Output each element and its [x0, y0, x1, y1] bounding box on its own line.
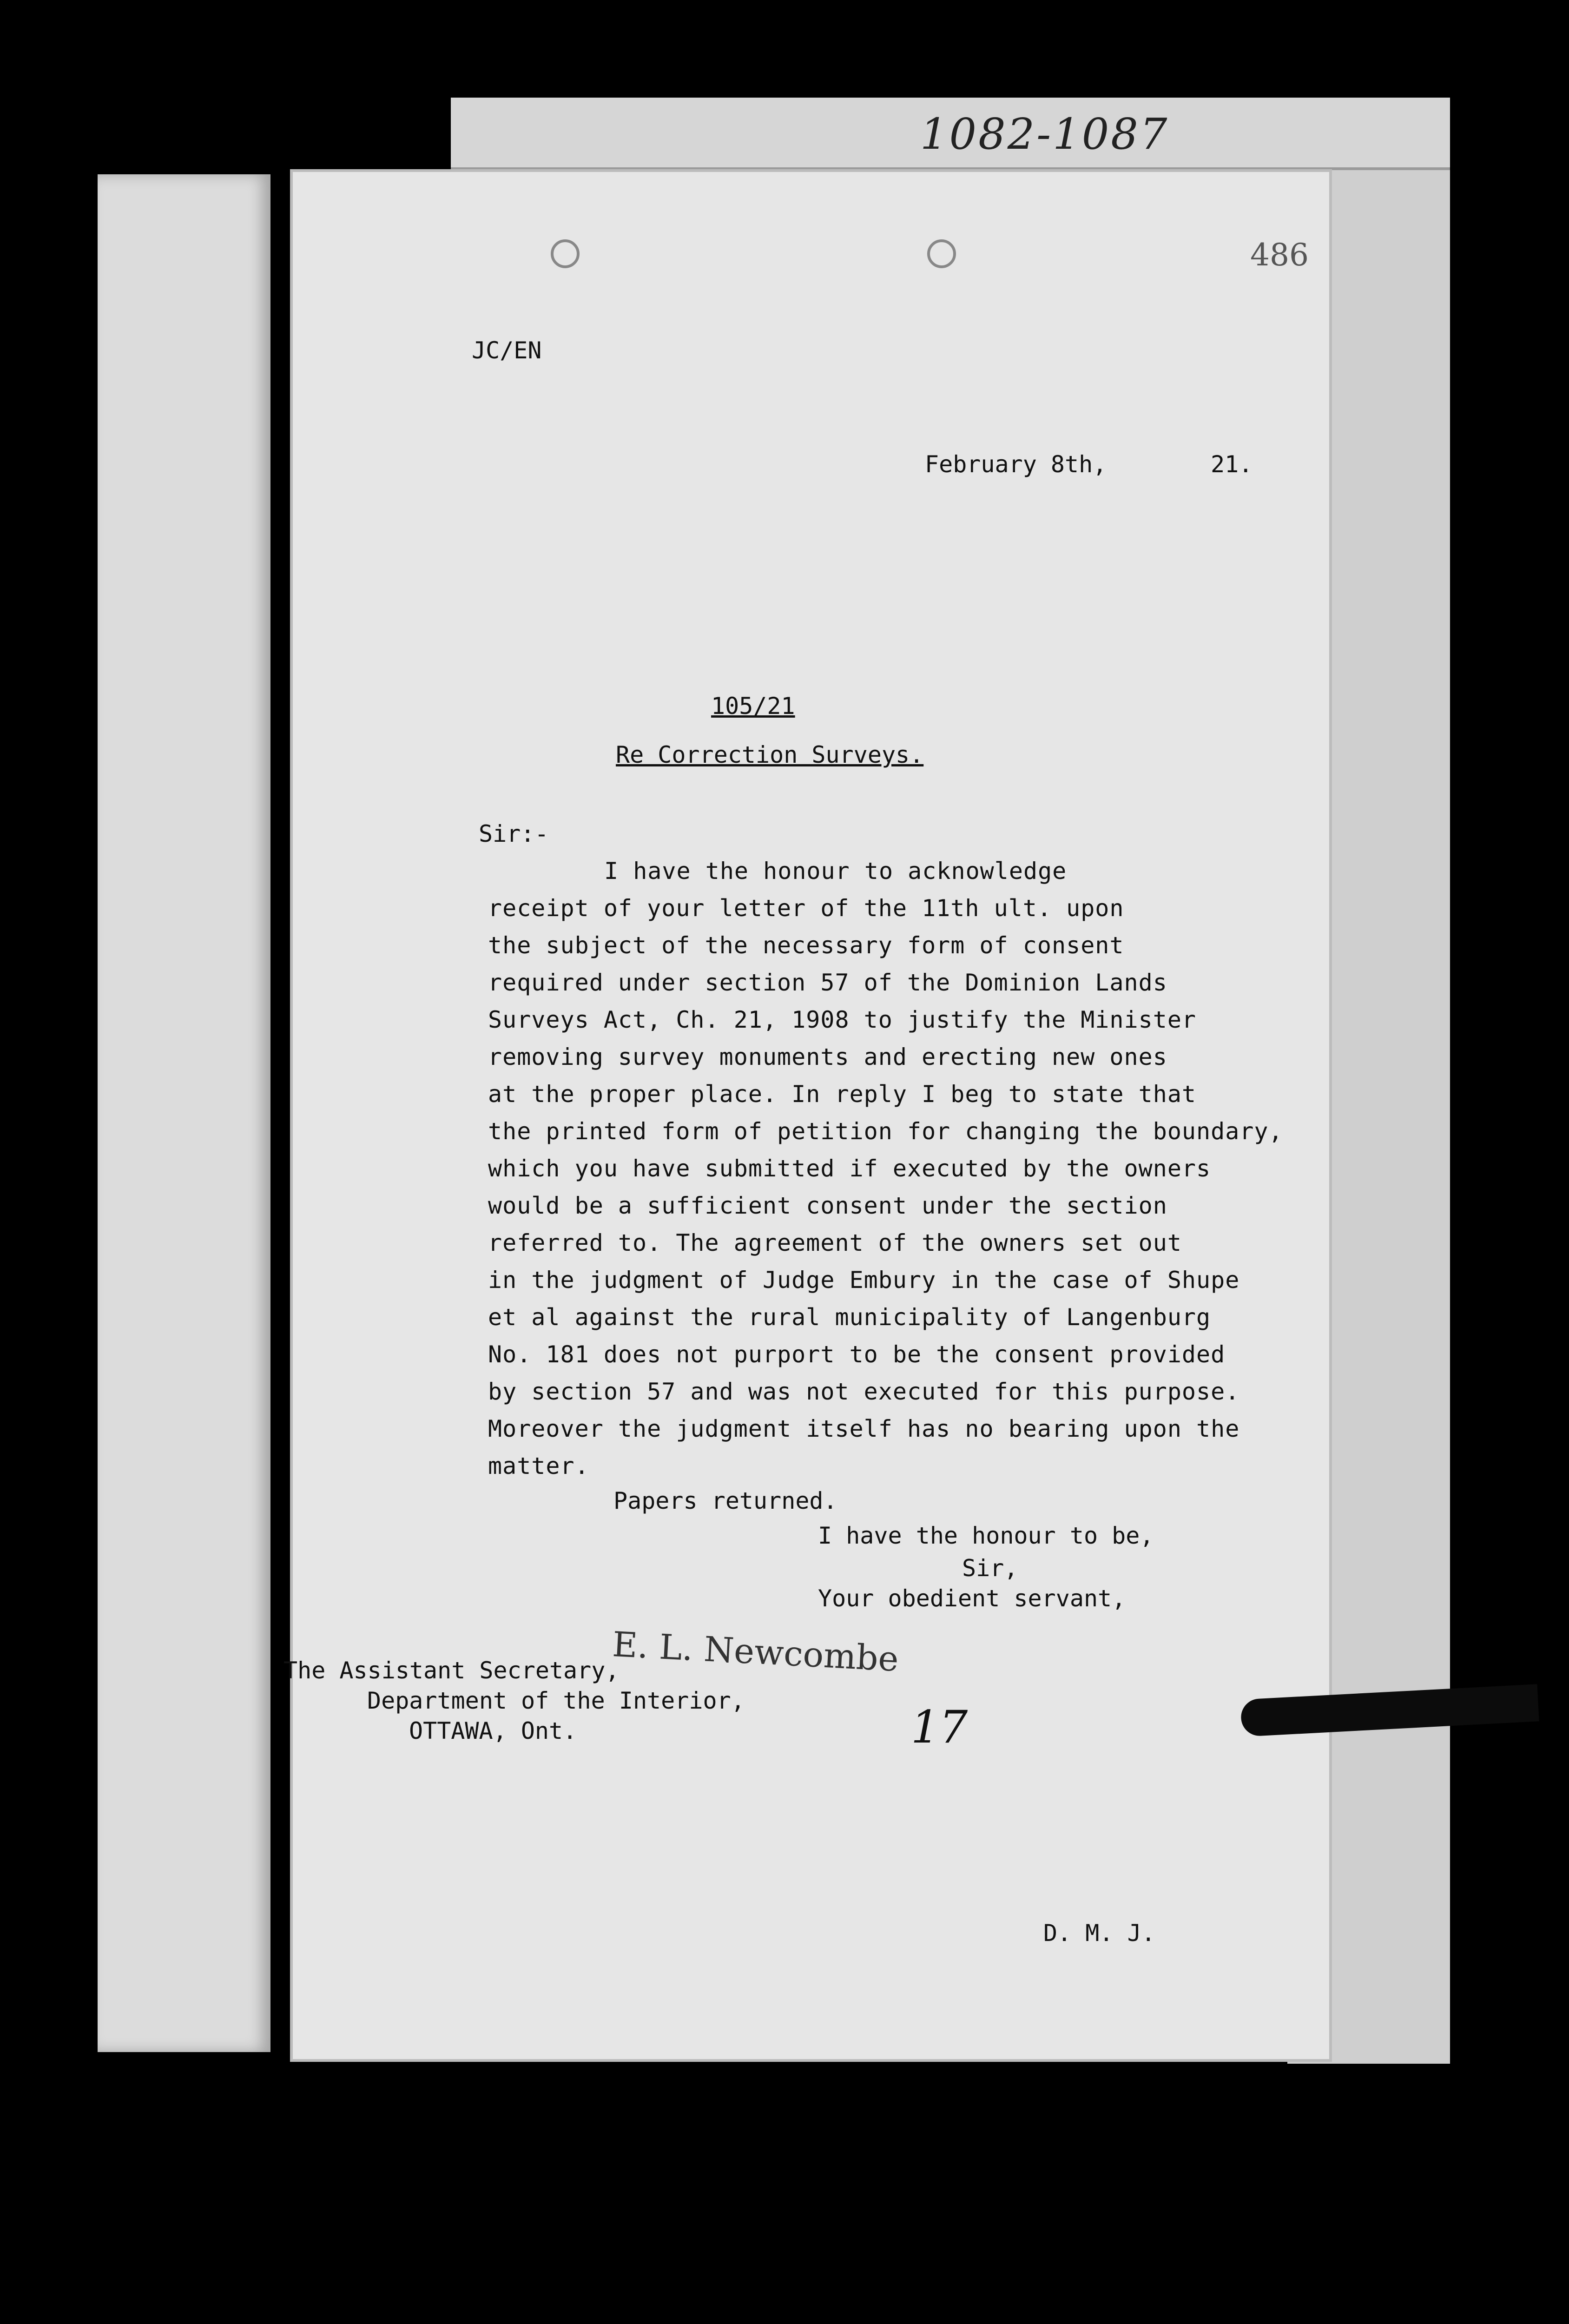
signature-stamp: E. L. Newcombe [611, 1624, 900, 1680]
closing-line: I have the honour to be, [818, 1522, 1154, 1549]
signature-title: D. M. J. [1043, 1920, 1155, 1947]
punch-hole-left [551, 239, 580, 268]
body-line: in the judgment of Judge Embury in the case of Shupe [488, 1267, 1240, 1294]
body-line: I have the honour to acknowledge [604, 858, 1067, 885]
body-line: receipt of your letter of the 11th ult. upon [488, 895, 1124, 922]
initials: JC/EN [472, 337, 542, 364]
top-folder-strip [451, 98, 1450, 170]
closing-line: Your obedient servant, [818, 1585, 1126, 1612]
closing-line: Sir, [962, 1555, 1018, 1582]
reference-range: 1082-1087 [920, 109, 1169, 159]
body-line: which you have submitted if executed by the owners [488, 1155, 1211, 1182]
body-line: Moreover the judgment itself has no bearing upon the [488, 1415, 1240, 1442]
body-line: the printed form of petition for changing the boundary, [488, 1118, 1283, 1145]
underlying-left-page [98, 174, 270, 2052]
handwritten-page-count: 17 [911, 1701, 968, 1753]
body-line: by section 57 and was not executed for this purpose. [488, 1378, 1240, 1405]
body-line: would be a sufficient consent under the section [488, 1192, 1167, 1219]
recipient-line: Department of the Interior, [367, 1687, 745, 1714]
body-line: the subject of the necessary form of consent [488, 932, 1124, 959]
papers-returned: Papers returned. [613, 1487, 837, 1514]
body-line: Surveys Act, Ch. 21, 1908 to justify the Minister [488, 1006, 1197, 1033]
body-line: at the proper place. In reply I beg to state that [488, 1081, 1197, 1108]
file-number: 105/21 [711, 693, 795, 720]
date-day: February 8th, [925, 451, 1107, 478]
body-line: No. 181 does not purport to be the consent provided [488, 1341, 1226, 1368]
body-line: matter. [488, 1452, 589, 1479]
subject-line: Re Correction Surveys. [616, 741, 924, 768]
body-line: required under section 57 of the Dominion Lands [488, 969, 1167, 996]
recipient-line: OTTAWA, Ont. [409, 1717, 577, 1744]
salutation: Sir:- [479, 820, 549, 847]
page-number: 486 [1250, 237, 1309, 273]
body-line: et al against the rural municipality of Langenburg [488, 1304, 1211, 1331]
body-line: removing survey monuments and erecting new ones [488, 1043, 1167, 1070]
body-line: referred to. The agreement of the owners set out [488, 1229, 1182, 1256]
punch-hole-right [927, 239, 956, 268]
recipient-line: The Assistant Secretary, [283, 1657, 620, 1684]
letter-page [283, 172, 1329, 2059]
date-year: 21. [1211, 451, 1253, 478]
